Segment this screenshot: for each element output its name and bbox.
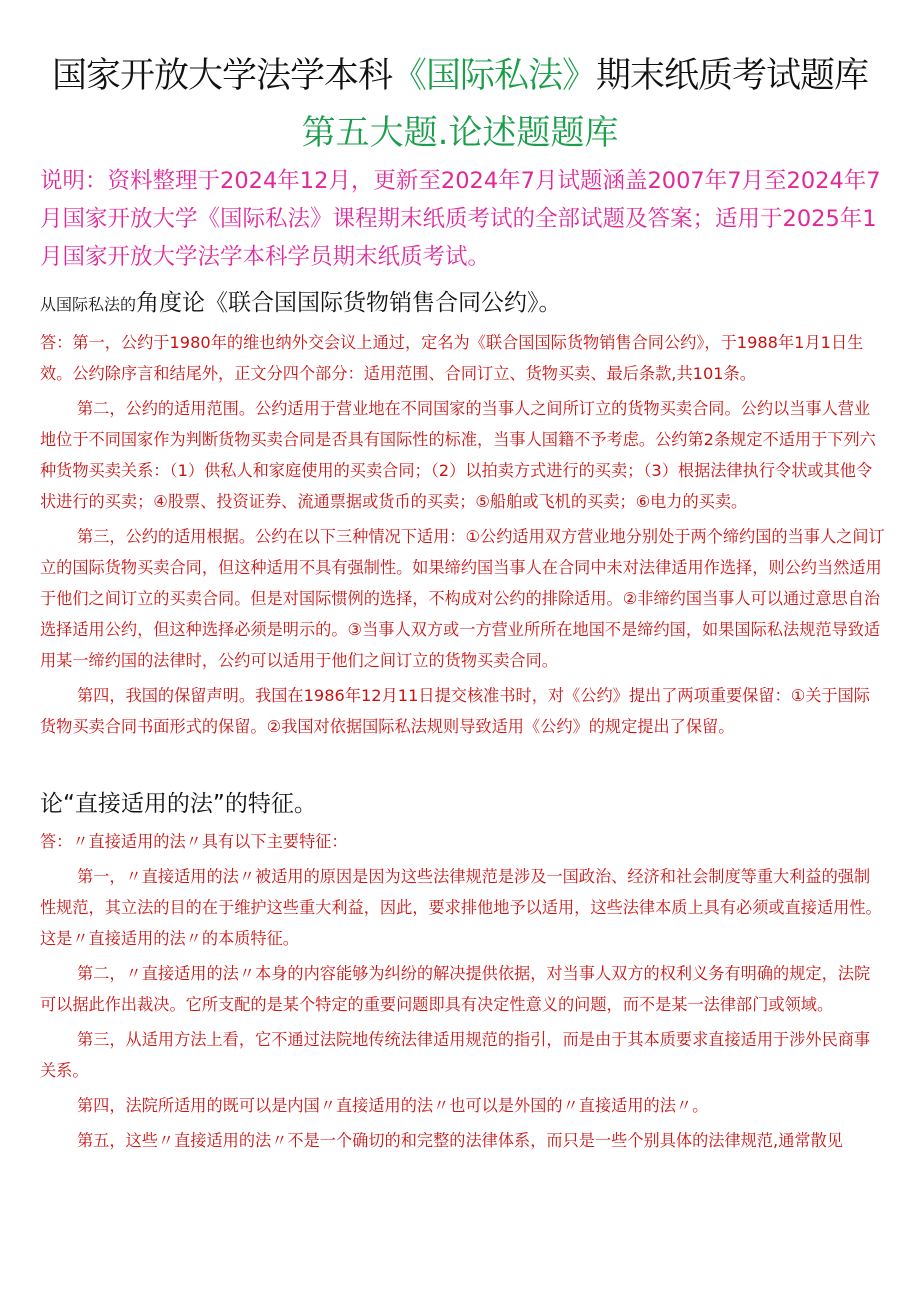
question-1-title [40,287,885,321]
question-1-title-lead: 从国际私法的 [40,295,137,314]
title-prefix: 国家开放大学法学本科 [51,56,392,96]
page-title [0,52,920,100]
question-1-title-main: 角度论《联合国国际货物销售合同公约》。 [136,290,562,316]
section-subtitle: 第五大题.论述题题库 [301,113,619,153]
title-suffix: 期末纸质考试题库 [596,56,869,96]
answer-2-paragraph-1: 答：〃直接适用的法〃具有以下主要特征： [40,832,348,851]
question-1-answer [40,327,885,742]
title-course-name: 《国际私法》 [391,56,596,96]
answer-1-paragraph-3: 第三，公约的适用根据。公约在以下三种情况下适用：①公约适用双方营业地分别处于两个缔约国的当事人之间订立的国际货物买卖合同，但这种适用不具有强制性。如果缔约国当事人在合同中未对法律适用作选择，则公约当然适用于他们之间订立的买卖合同。但是对国际惯例的选择，不构成对公约的排除适用。②非缔约国当事人可以通过意思自治选择适用公约，但这种选择必须是明示的。③当事人双方或一方营业所所在地国不是缔约国，如果国际私法规范导致适用某一缔约国的法律时，公约可以适用于他们之间订立的货物买卖合同。 [40,527,885,670]
question-2-answer [40,826,885,1156]
description-note: 说明：资料整理于2024年12月，更新至2024年7月试题涵盖2007年7月至2024年7月国家开放大学《国际私法》课程期末纸质考试的全部试题及答案；适用于2025年1月国家开放大学法学本科学员期末纸质考试。 [40,168,881,270]
answer-2-paragraph-4: 第三，从适用方法上看，它不通过法院地传统法律适用规范的指引，而是由于其本质要求直接适用于涉外民商事关系。 [40,1030,871,1080]
answer-2-paragraph-5: 第四，法院所适用的既可以是内国〃直接适用的法〃也可以是外国的〃直接适用的法〃。 [77,1096,709,1115]
answer-1-paragraph-1: 答：第一，公约于1980年的维也纳外交会议上通过，定名为《联合国国际货物销售合同公约》，于1988年1月1日生效。公约除序言和结尾外，正文分四个部分：适用范围、合同订立、货物买卖、最后条款,共101条。 [40,333,864,383]
question-2-title: 论“直接适用的法”的特征。 [40,791,317,817]
answer-1-paragraph-2: 第二，公约的适用范围。公约适用于营业地在不同国家的当事人之间所订立的货物买卖合同。公约以当事人营业地位于不同国家作为判断货物买卖合同是否具有国际性的标准，当事人国籍不予考虑。公约第2条规定不适用于下列六种货物买卖关系：（1）供私人和家庭使用的买卖合同；（2）以拍卖方式进行的买卖；（3）根据法律执行令状或其他令状进行的买卖；④股票、投资证券、流通票据或货币的买卖；⑤船舶或飞机的买卖；⑥电力的买卖。 [40,399,876,511]
answer-2-paragraph-6: 第五，这些〃直接适用的法〃不是一个确切的和完整的法律体系，而只是一些个别具体的法律规范,通常散见 [77,1131,843,1150]
answer-2-paragraph-3: 第二，〃直接适用的法〃本身的内容能够为纠纷的解决提供依据，对当事人双方的权利义务有明确的规定，法院可以据此作出裁决。它所支配的是某个特定的重要问题即具有决定性意义的问题，而不是某一法律部门或领域。 [40,964,871,1014]
answer-1-paragraph-4: 第四，我国的保留声明。我国在1986年12月11日提交核准书时，对《公约》提出了两项重要保留：①关于国际货物买卖合同书面形式的保留。②我国对依据国际私法规则导致适用《公约》的规定提出了保留。 [40,686,870,736]
answer-2-paragraph-2: 第一，〃直接适用的法〃被适用的原因是因为这些法律规范是涉及一国政治、经济和社会制度等重大利益的强制性规范，其立法的目的在于维护这些重大利益，因此，要求排他地予以适用，这些法律本质上具有必须或直接适用性。这是〃直接适用的法〃的本质特征。 [40,867,882,948]
